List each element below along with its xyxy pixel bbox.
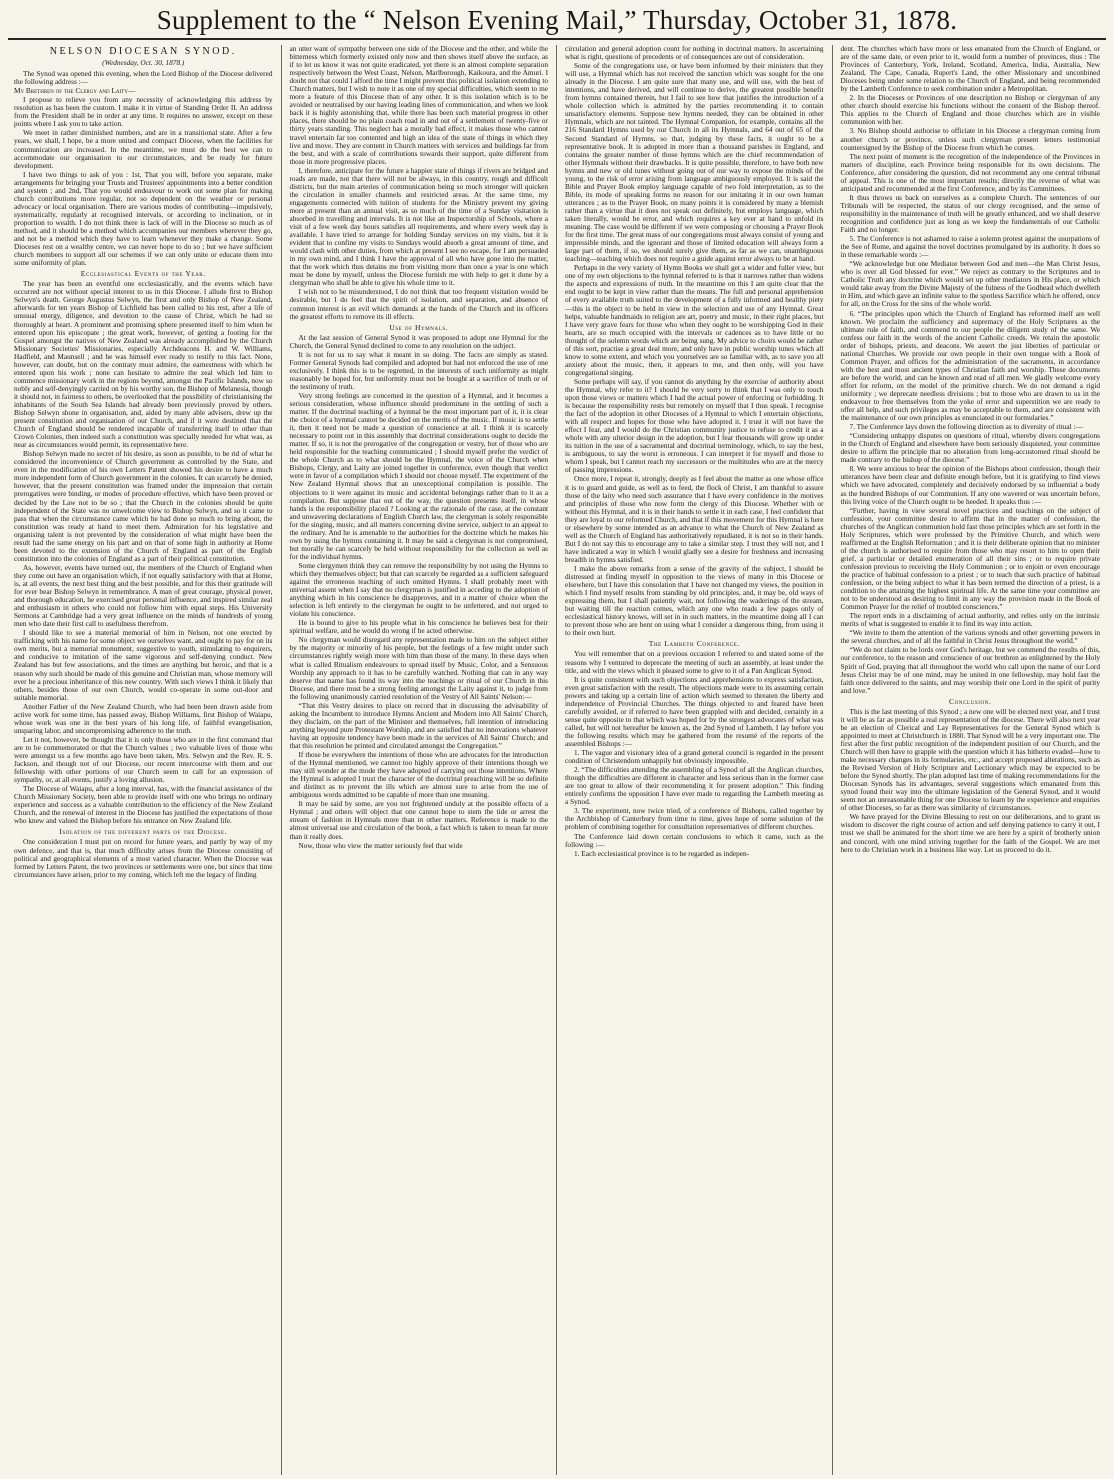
paragraph: Now, those who view the matter seriously feel that wide xyxy=(298,840,463,850)
paragraph: 3. The experiment, now twice tried, of a conference of Bishops, called together by the Archbishop of Canterbury from time to time, gives hope of some solution of the problem of combining together for consultation representatives of different churches. xyxy=(565,806,824,832)
paragraph: I should like to see a material memorial of him in Nelson, not one erected by trafficking with his name for some object we ourselves want, and ought to pay for on its own merits, but a memorial monument, suggestive to youth, stimulating to enquirers, and conducive to imitation of the same vigorous and self-denying conduct. New Zealand has but few associations, and the times are anything but heroic, and that is a reason why such should be made of this genuine and Christian man, whose memory will ever be a precious inheritance of this new country. With such views I think it likely that others, besides those of our own Church, would co-operate in some out-door and suitable memorial. xyxy=(14,628,273,702)
paragraph: We have prayed for the Divine Blessing to rest on our deliberations, and to grant us wisdom to discover the right course of action and self denying patience to carry it out, I trust we shall be animated for the short time we are here by a spirit of brotherly union and concord, with one mind striving together for the faith of the Gospel. We are met here to do Christian work in a business like way. Let us proceed to do it. xyxy=(840,812,1100,854)
paragraph: Some perhaps will say, if you cannot do anything by the exercise of authority about the Hymnal, why refer to it? I should be very sorry to think that I was only to touch upon those views or matters which I had the actual power of enforcing or forbidding. It is because the responsibility rests but remotely on myself that I thus speak. I recognise the fact of the adoption in other Dioceses of a Hymnal to which I entertain objections, with all respect and hopes for those who have adopted it. I trust it will not have the effect I fear, and I would do the Christian community justice to refuse to credit it as a whole with any ulterior design in the adoption, but I fear thousands will grow up under its tuition in the use of a sacramental and doctrinal terminology, which, to say the best, is ambiguous, to say the worst is erroneous. I can interpret it for myself and those to whom I speak, but I cannot reach my successors or the multitudes who are at the mercy of passing impressions. xyxy=(565,376,824,475)
paragraph: Another Father of the New Zealand Church, who had been been drawn aside from active work for some time, has passed away, Bishop Williams, first Bishop of Waiapu, whose work was one in the best years of his long life, of faithful evangelisation, unsparing labor, and uncompromising adherence to the truth. xyxy=(14,701,273,735)
quotation: “Considering unhappy disputes on questions of ritual, whereby divers congregations in the Church of England and elsewhere have been seriously disquieted, your committee desire to affirm the principle that no alteration from long-accustomed ritual should be made contrary to the bishop of the diocese.” xyxy=(840,431,1100,465)
paragraph: an utter want of sympathy between one side of the Diocese and the other, and while the bitterness which formerly existed only now and then shows itself above the surface, as if to let us know it was not quite eradicated, yet there is an almost complete separation respectively between the West Coast, Nelson, Marlborough, Kaikoura, and the Amuri. I doubt not that could I afford the time I might prevent this political isolation extending to Church matters, but I wish to note it as one of my special difficulties, which seem to me more a feature of this Diocese than of any other. It is this isolation which is to be avoided or neutralised by our having leading lines of communication, and when we look back it is highly astonishing that, while there has been such material progress in other places, there should be no plain coach road in and out of a settlement of twenty-five or thirty years standing. This neglect has a morally bad effect, it makes those who cannot travel entertain far too contented and high an idea of the state of things in which they live and move. They are content in Church matters with services and buildings far from the best, and with a scale of contributions towards their support, quite different from those in more progressive places. xyxy=(289,45,548,166)
paragraph: Bishop Selwyn made no secret of his desire, as soon as possible, to be rid of what he considered the inconvenience of Church government as controlled by the State, and even in the modification of his own Letters Patent showed his desire to have a much more independent form of Church government in the colonies. It can scarcely be denied, however, that the present constitution was framed under the impression that certain prerogatives were binding, or modes of procedure effective, which have been proved or decided by the Law not to be so ; that the Church in the colonies should be quite independent of the State was no unwelcome view to Bishop Selwyn, and so it came to pass that when the circumstance came which he had done so much to bring about, the constitution was ready at hand to meet them. Admiration for his legislative and organising talent is not prevented by the consideration of what might have been the result had the same energy on his part and on that of some high in authority at Home been devoted to the extension of the Church of England as part of the English constitution into the colonies of England as a part of their political constitution. xyxy=(14,449,273,563)
paragraph: As, however, events have turned out, the members of the Church of England when they come out have an organisation which, if not equally satisfactory with that at Home, is, at all events, the next best thing and the best possible, and for this their gratitude will for ever bear Bishop Selwyn in remembrance. A man of great courage, physical power, and thorough education, he exercised great personal influence, and inspired similar zeal and enthusiasm in others who could not follow him with equal steps. His University Sermons at Cambridge had a very great influence on the minds of hundreds of young men who date their first call to usefulness therefrom. xyxy=(14,562,273,629)
paragraph: I wish not to be misunderstood, I do not think that too frequent visitation would be desirable, but I do feel that the spirit of isolation, and separation, and absence of common interest is an evil which demands at the hands of the Church and its officers the greatest efforts to remove its ill effects. xyxy=(289,287,548,321)
paragraph: The report ends in a disclaiming of actual authority, and relies only on the intrinsic merits of what is suggested to enable it to find its way into action. xyxy=(840,611,1100,629)
subheading-conclusion: Conclusion. xyxy=(949,696,992,706)
paragraph: It is not for us to say what it meant in so doing. The facts are simply as stated. Former General Synods had compiled and adopted but had not enforced the use of one exclusively. I think this is to be regretted, in the interests of such uniformity as might reasonably be hoped for, but uniformity must not be bought at a sacrifice of truth or of the testimony of truth. xyxy=(289,349,548,391)
paragraph: Some of the congregations use, or have been informed by their ministers that they will use, a Hymnal which has not received the sanction which was sought for the one already in the Diocese. I am quite sure that many use, and will use, with the best of intentions, and have derived, and will continue to derive, the greatest possible benefit from hymns contained therein, but I fail to see how that justifies the introduction of a whole collection which is admitted by the parties recommending it to contain unsatisfactory elements. Suppose new hymns needed, they can be obtained in other Hymnals, which are not tainted. The Hymnal Companion, for example, contains all the 216 Standard Hymns used by our Church in all its Hymnals, and 64 out of 65 of the Second Standard of Hymns, so that, judging by these facts, it ought to be a representative book. It is adopted in more than a thousand parishes in England, and contains the greater number of those hymns which are the chief recommendation of other Hymnals without their drawbacks. It is quite possible, therefore, to have both new hymns and new or old tunes without going out of our way to expose the minds of the young, to the risk of error arising from language ambiguously employed. It is said the Bible and Prayer Book employ language capable of two fold interpretation, as to the Bible, its mode of speaking forms no reason for our imitating it in our own human utterances ; as to the Prayer Book, on many points it is considered by many a blemish rather than a virtue that it does not speak out definitely, but employs language, which taken literally, would be error, and which requires a key ever at hand to unfold its meaning. The case would be different if we were composing or choosing a Prayer Book for the first time. The great mass of our congregations must always consist of young and impressible minds, and the ignorant and those of limited education will always form a large part of them, if so, we should surely give them, as far as we can, unambiguous teaching—teaching which does not require a guide against error always to be at hand. xyxy=(565,61,824,264)
paragraph: The Diocese of Waiapu, after a long interval, has, with the financial assistance of the Church Missionary Society, been able to provide itself with one who brings no ordinary experience and success as a valuable contribution to the efficiency of the New Zealand Church, and the renewal of interest in the Diocese has justified the expectations of those who knew and valued the Bishop before his entrance on New Zealand life. xyxy=(14,784,273,826)
paragraph: 7. The Conference lays down the following direction as to diversity of ritual :— xyxy=(849,422,1083,432)
subheading-lambeth: The Lambeth Conference. xyxy=(648,639,740,649)
paragraph: One consideration I must put on record for future years, and partly by way of my own defence, and that is, that much difficulty arises from the Diocese consisting of political and geographical elements of a most varied character. When the Diocese was formed by Letters Patent, the two provinces or settlements were one, but since that time circumstances have arisen, prior to my coming, which left me the legacy of finding xyxy=(14,837,273,879)
paragraph: Very strong feelings are concerned in the question of a Hymnal, and it becomes a serious consideration, whose influence should predominate in the settling of such a matter. If the doctrinal teaching of a hymnal be the most important part of it, it is clear the choice of a hymnal cannot be decided on the merits of the music. If music is to settle it, then it need not be made a question of conscience at all. I think it is scarcely necessary to point out in this assembly that doctrinal considerations ought to decide the matter. If so, it is not the prerogative of the congregation or vestry, but of those who are held responsible for the teaching communicated ; I should myself prefer the verdict of the whole Church as to what should be the Hymnal, the voice of the Church when Bishops, Clergy, and Laity are joined together in conference, even though that verdict were in favor of a compilation which I should not choose myself. The experiment of the New Zealand Hymnal shows that an unexceptional compilation is possible. The objections to it were against its music and accidental belongings rather than to it as a compilation. But suppose that out of the way, the question presents itself, in whose hands is the responsibility placed ? Looking at the rationale of the case, at the constant and unwavering declarations of English Church law, the clergyman is solely responsible for the singing, music, and all matters concerning divine service, subject to an appeal to the ordinary. And he is amenable to the authorities for the doctrine which he makes his own by using the hymns containing it. It may be said a clergyman is not compromised, but morally he can scarcely be held without responsibility for the collection as well as for the individual hymns. xyxy=(289,390,548,561)
column-3 xyxy=(557,45,833,1475)
paragraph: You will remember that on a previous occasion I referred to and stated some of the reasons why I ventured to deprecate the meeting of such an assembly, at least under the title, and with the views which it pleased some to give to it of a Pan Anglican Synod. xyxy=(565,649,824,675)
paragraph: circulation and general adoption count for nothing in doctrinal matters. In ascertaining what is right, questions of precedents or of consequences are out of consideration. xyxy=(565,45,824,62)
quotation: “That this Vestry desires to place on record that in discussing the advisability of asking the Incumbent to introduce Hymns Ancient and Modern into All Saints' Church, they disclaim, on the part of the Minister and themselves, full intention of introducing anything beyond pure Protestant Worship, and are satisfied that no innovations whatever having an opposite tendency have been made in the services of All Saints' Church; and that this resolution be printed and circulated amongst the Congregation.” xyxy=(289,700,548,750)
paragraph: At the last session of General Synod it was proposed to adopt one Hymnal for the Church, the General Synod declined to come to any resolution on the subject. xyxy=(289,332,548,350)
paragraph: I have two things to ask of you : 1st, That you will, before you separate, make arrangements for bringing your Trusts and Trustees' appointments into a better condition and system ; and 2nd, That you would endeavour to work out some plan for making church contributions more regular, not so dependent on the weather or personal advocacy or local organisation. There are various modes of contributing—impulsively, systematically, regularly at recognised intervals, or according to inclination, or in proportion to wealth. I do not think there is lack of will in the Diocese so much as of method, and it should be a method which accompanies our members wherever they go, and not be a method which they have to learn whenever they make a change. Some Dioceses rest on a wealthy centre, we can never hope to do so ; but we have sufficient church members to support all our schemes if we can only unite or educate them into some uniformity of plan. xyxy=(14,169,273,268)
paragraph: dent. The churches which have more or less emanated from the Church of England, or are of the same date, or even prior to it, would form a number of provinces, thus : The Provinces of Canterbury, York, Ireland, Scotland, America, India, Australia, New Zealand, The Cape, Canada, Rupert's Land, the other Missionary and unconbined Dioceses being under some relation to the Church of England, and being recommended by the Lambeth Conference to seek combination under a Metropolitan. xyxy=(840,45,1100,94)
column-2 xyxy=(282,45,558,1475)
paragraph: I propose to relieve you from any necessity of acknowledging this address by resolution as has been the custom. I make it in virtue of Standing Order II. An address from the President shall be in order at any time. It requires no answer, except on these points where I ask you to take action. xyxy=(14,95,273,129)
paragraph: I make the above remarks from a sense of the gravity of the subject, I should be distressed at finding myself in opposition to the views of many in this Diocese or elsewhere, but I have this consolation that I have not changed my views, the position in which I find myself results from standing by old principles, and, it may be, old ways of expressing them, but I shall patiently wait, not following the waderings of the stream, but waiting till the reaction comes, which any one who reads a few pages only of ecclesiastical history knows, will set in in such matters, in the meantime doing all I can to prevent those who are bent on using what I consider a dangerous thing, from using it to their own hurt. xyxy=(565,564,824,638)
quotation: “We do not claim to be lords over God's heritage, but we commend the results of this, our conference, to the reason and conscience of our brethren as enlightened by the Holy Spirit of God, praying that all throughout the world who call upon the name of our Lord Jesus Christ may be of one mind, may be united in one fellowship, may hold fast the faith once delivered to the saints, and may worship their one Lord in the spirit of purity and love.” xyxy=(840,645,1100,695)
paragraph: We meet in rather diminished numbers, and are in a transitional state. After a few years, we shall, I hope, be a more united and compact Diocese, when the facilities for communication are increased. In the meantime, we must do the best we can to accommodate our organisation to our circumstances, and be ready for future development. xyxy=(14,128,273,170)
quotation: “We invite to them the attention of the various synods and other governing powers in the several churches, and of all the faithful in Christ Jesus throughout the world.” xyxy=(840,628,1100,646)
paragraph: No clergyman would disregard any representation made to him on the subject either by the majority or minority of his people, but the feelings of a few might under such circumstances rightly weigh more with him than those of the many. In these days when what is called Ritualism endeavours to spread itself by Music, Color, and a Sensuous Worship any approach to it has to be carefully watched. Nothing that can in any way deserve that name has found its way into the teachings or ritual of our Church in this Diocese, and there must be a strong feeling amongst the Laity against it, to judge from the following unanimously carried resolution of the Vestry of All Saints' Nelson:— xyxy=(289,635,548,701)
column-1 xyxy=(6,45,282,1475)
paragraph: This is the last meeting of this Synod ; a new one will be elected next year, and I trust it will be as far as possible a real representation of the diocese. There will also next year be an election of Clerical and Lay Representatives for the General Synod which is appointed to meet at Christchurch in 1880. That Synod will be a very important one. The first after the first public recognition of the independent position of our Church, and the Church will then have to grapple with the question which it has hitherto evaded—how to make necessary changes in its formularies, etc., and accept proposed alterations, such as the Revised Version of Holy Scripture and Lectionary which may be expected to be before the Synod shortly. The plan adopted last time of making recommendations for the Diocesan Synods has its advantages, several suggestions which emanated from this synod found their way into the ultimate legislation of the General Synod, and it would seem not an unreasonable thing for one Diocese to learn by the experience and enquiries of other Dioceses, so far as there was similarity of circumstances. xyxy=(840,706,1100,813)
masthead: Supplement to the “ Nelson Evening Mail,” Thursday, October 31, 1878. xyxy=(8,4,1106,40)
quotation: 6. “The principles upon which the Church of England has reformed itself are well known. We proclaim the sufficiency and supremacy of the Holy Scriptures as the ultimate rule of faith, and commend to our people the diligent study of the same. We confess our faith in the words of the ancient Catholic creeds. We retain the apostolic order of bishops, priests, and deacons. We assert the just liberties of particular or national Churches. We provide our own people in their own tongue with a Book of Common Prayer, and offices for the administration of the sacraments, in accordance with the best and most ancient types of Christian faith and worship. These documents are before the world, and can be known and read of all men. We gladly welcome every effort for reform, on the model of the primitive church. We do not demand a rigid uniformity ; we deprecate needless divisions ; but to those who are drawn to us in the endeavour to free themselves from the yoke of error and superstition we are ready to offer all help, and such privileges as may be acceptable to them, and are consistent with the maintenance of our own principles as enunciated in our formularies.” xyxy=(840,308,1100,423)
paragraph: It thus throws us back on ourselves as a complete Church. The sentences of our Tribunals will be respected, the status of our clergy recognised, and the sense of responsibility in the maintenance of truth will be greatly enhanced, and we shall deserve recognition and confidence just as long as we keep the fundamentals of our Catholic Faith and no longer. xyxy=(840,192,1100,235)
quotation: “Further, having in view several novel practices and teachings on the subject of confession, your committee desire to affirm that in the matter of confession, the churches of the Anglican communion hold fast those principles which are set forth in the Holy Scriptures, which were professed by the Primitive Church, and which were reaffirmed at the English Reformation ; and it is their deliberate opinion that no minister of the church is authorised to require from those who may resort to him to open their grief, a particular or detailed enumeration of all their sins ; or to require private confession previous to receiving the Holy Communion ; or to enjoin or even encourage the practice of habitual confession to a priest ; or to teach that such practice of habitual confession, or the being subject to what it has been termed the direction of a priest, is a condition to the attaining the highest spiritual life. At the same time your committee are not to be understood as desiring to limit in any way the provision made in the Book of Common Prayer for the relief of troubled consciences.” xyxy=(840,505,1100,612)
paragraph: The next point of moment is the recognition of the independence of the Provinces in matters of discipline, each Province being responsible for its own decisions. The Conference, after considering the question, did not recommend any one central tribunal of appeal. This is one of the most important results; directly the reverse of what was anticipated and recommended at the first Conference, and by its Committees. xyxy=(840,151,1100,193)
column-4 xyxy=(833,45,1109,1475)
article-columns xyxy=(6,45,1108,1475)
paragraph: It may be said by some, are you not frightened unduly at the possible effects of a Hymnal ; and others will object that one cannot hope to stem the tide or arrest the stream of fashion in Hymnals more than in other matters. Reference is made to the almost universal use and circulation of the book, a fact which is taken to mean far more than it really does. xyxy=(289,799,548,841)
article-title: NELSON DIOCESAN SYNOD. xyxy=(49,46,237,57)
subheading-hymnals: Use of Hymnals. xyxy=(389,322,449,332)
quotation: “We acknowledge but one Mediator between God and men—the Man Christ Jesus, who is over all God blessed for ever.” We reject as contrary to the Scriptures and to Catholic Truth any doctrine which would set up other mediators in His place, or which would take away from the Divine Majesty of the fulness of the Godhead which dwelleth in Him, and which gave an infinite value to the spotless Sacrifice which he offered, once for all, on the Cross for the sins of the whole world. xyxy=(840,259,1100,309)
subheading-isolation: Isolation of the different parts of the Diocese. xyxy=(59,827,228,837)
paragraph: The Conference laid down certain conclusions to which it came, such as the following :— xyxy=(565,831,824,849)
paragraph: 1. Each ecclesiastical province is to be regarded as indepen- xyxy=(574,848,750,858)
paragraph: 5. The Conference is not ashamed to raise a solemn protest against the usurpations of the See of Rome, and against the novel doctrines promulgated by its authority. It does so in these remarkable words :— xyxy=(840,234,1100,260)
paragraph: If those be everywhere the intentions of those who are advocates for the introduction of the Hymnal mentioned, we cannot too highly approve of their intentions though we may still wonder at the mode they have adopted of carrying out those intentions. Where the Hymnal is adopted I trust the character of the doctrinal preaching will be so definite and distinct as to prevent the ills which are almost sure to arise from the use of ambiguous words admitted to be capable of more than one meaning. xyxy=(289,750,548,800)
paragraph: 8. We were anxious to hear the opinion of the Bishops about confession, though their utterances have been clear and definite enough before, but it is gratifying to find views which we have advocated, completely and decisively endorsed by so influential a body as the hundred Bishops of our Communion. If any one wavered or was uncertain before, this living voice of the Church ought to be heeded. It speaks thus :— xyxy=(840,464,1100,506)
subheading-events: Ecclesiastical Events of the Year. xyxy=(80,269,206,279)
paragraph: 2. In the Dioceses or Provinces of one description no Bishop or clergyman of any other church should exercise his functions without the consent of the Bishop thereof. This applies to the Church of England and those churches which are in visible communion with her. xyxy=(840,93,1100,127)
paragraph: He is bound to give to his people what in his conscience he believes best for their spiritual welfare, and he would do wrong if he acted otherwise. xyxy=(289,618,548,636)
salutation: My Brethren of the Clergy and Laity— xyxy=(14,86,136,96)
paragraph: Once more, I repeat it, strongly, deeply as I feel about the matter as one whose office it is to guard and guide, as well as to feed, the flock of Christ, I am thankful to assure those of the laity who need such assurance that I have every confidence in the motives and principles of those who now form the clergy of this Diocese. Whether with or without this Hymnal, and it is in their hands to settle it in each case, I feel confident that they are loyal to our reformed Church, and that if this movement for this Hymnal is here or elsewhere by some intended as an advance to what the Church of New Zealand as well as the Church of England has authoritatively repudiated, it is not so in their hands. But I do not say this to encourage any to take a similar step. I trust they will not, and I have indicated a way in which I would gladly see a desire for freshness and increasing breadth in hymns satisfied. xyxy=(565,474,824,564)
paragraph: 2. “The difficulties attending the assembling of a Synod of all the Anglican churches, though the difficulties are different in character and less serious than in the former case are too great to allow of their recommending it for present adoption.” This finding entirely confirms the opposition I have ever made to regarding the Lambeth meeting as a Synod. xyxy=(565,765,824,807)
paragraph: Perhaps in the very variety of Hymn Books we shall get a wider and fuller view, but one of my own objections to the hymnal referred to is that it narrows rather than widens the aspects and expressions of truth. In the meantime on this I am quite clear that the end ought to be kept in view rather than the means. The full and personal apprehension of every available truth suited to the development of a fully informed and healthy piety—this is the object to be held in view in the selection and use of any Hymnal. Great helps, valuable handmaids to religion are art, poetry and music, in their right places, but I have very grave fears for those who when they ought to be worshipping God in their hearts, are so much occupied with the intervals or cadences as to have little or no thought of the solemn words which are being sung. My advice to choirs would be rather of this sort, practise a great deal more, and only have in public worship tunes which all know to some extent, and which you yourselves are so familiar with, as to save you all anxiety about the music, then, it appears to me, and then only, will you have congregational singing. xyxy=(565,263,824,377)
paragraph: The year has been an eventful one ecclesiastically, and the events which have occurred are not without special interest to us in this Diocese. I allude first to Bishop Selwyn's death. George Augustus Selwyn, the first and only Bishop of New Zealand, afterwards for ten years Bishop of Lichfield has been called to his rest, after a life of unusual energy, diligence, and devotion to the cause of Christ, which he had so thoroughly at heart. A prominent and promising sphere presented itself to him when he entered upon his episcopate ; the great work, however, of getting a footing for the Gospel amongst the natives of New Zealand was already accomplished by the Church Missionary Societies' Missionaries, especially Archdeacons H. and W. Williams, Hadfield, and Maunsell ; and he was himself ever ready to testify to this fact. None, however, can doubt, but on the contrary must admire, the earnestness with which he entered upon his work ; none can hesitate to admire the zeal which led him to commence missionary work in the regions beyond, amongst the Pacific Islands, now so nobly and self-denyingly carried on by his worthy son, the Bishop of Melanesia, though it should not, in fairness to others, be overlooked that the possibility of christianising the inhabitants of the South Sea Islands had already been previously proved by others. Bishop Selwyn shone in organisation, and, aided by many able advisers, drew up the present constitution and organisation of our Church, and if it were destined that the Church of England should be rendered incapable of transferring itself to other than Crown Colonies, then indeed such a constitution was specially needed for what was, as near as circumstances would permit, its representative here. xyxy=(14,279,273,450)
paragraph: Let it not, however, be thought that it is only those who are in the first command that are to be commemorated or that the Church values ; two valuable lives of those who were amongst us a few months ago have been taken, Mrs. Selwyn and the Rev. R. S. Jackson, and though not of our Diocese, our recent intercourse with them and our fellowship with other portions of our Church seem to call for an expression of sympathy, or, at all events, justify a loving allusion. xyxy=(14,734,273,785)
paragraph: 3. No Bishop should authorise to officiate in his Diocese a clergyman coming from another church or province, unless such clergyman present letters testimonial countersigned by the Bishop of the Diocese from which he comes. xyxy=(840,126,1100,152)
paragraph: Some clergymen think they can remove the responsibility by not using the Hymns to which they themselves object; but that can scarcely be regarded as a sufficient safeguard against the erroneous teaching of such omitted Hymns. I shall probably meet with universal assent when I say that no clergyman is justified in acceding to the adoption of anything which in his conscience he disapproves, and in a matter of choice when the selection is left entirely to the clergyman he ought to be unfettered, and not urged to violate his conscience. xyxy=(289,560,548,619)
paragraph: I, therefore, anticipate for the future a happier state of things if rivers are bridged and roads are made, not that there will not be always, in this country, rough and difficult districts, but the main arteries of communication being so much stronger will quicken the circulation in smaller channels and restricted areas. At the same time, my engagements connected with tuition of students for the Ministry prevent my giving more at present than an annual visit, as so much of the time of a Sunday visitation is absorbed in travelling and intervals. It is not like an Inspectorship of Schools, where a visit of a few week day hours satisfies all requirements, and where every week day is available. I have tried to arrange for holding Sunday services on my visits, but it is evident that to confine my visits to Sundays would absorb a great amount of time, and would clash with other duties, from which at present I see no escape, for I am persuaded in my own mind, and I think I have the approval of all who have gone into the matter, that the work which thus detains me from visiting more than once a year is one which must be done by myself, unless the Diocese furnish me with help to get it done by a clergyman who shall be able to give his whole time to it. xyxy=(289,165,548,288)
paragraph: It is quite consistent with such objections and apprehensions to express satisfaction, even great satisfaction with the result. The objections made were to its assuming certain powers and taking up a certain line of action which seemed to threaten the liberty and independence of Provincial Churches. The things objected to and feared have been carefully avoided, or if referred to have been grappled with and decided, certainly in a sense quite opposite to that which was hoped for by the strongest advocates of what was called, but will not hereafter be known as, the 2nd Synod of Lambeth. I lay before you the following results which may be gathered from the resumé of the reports of the assembled Bishops :— xyxy=(565,674,824,748)
article-intro: The Synod was opened this evening, when the Lord Bishop of the Diocese delivered the following address :— xyxy=(14,69,273,87)
article-dateline: (Wednesday, Oct. 30, 1878.) xyxy=(102,58,185,68)
paragraph: 1. The vague and visionary idea of a grand general council is regarded in the present condition of Christendom unhappily but obviously impossible. xyxy=(565,748,824,766)
